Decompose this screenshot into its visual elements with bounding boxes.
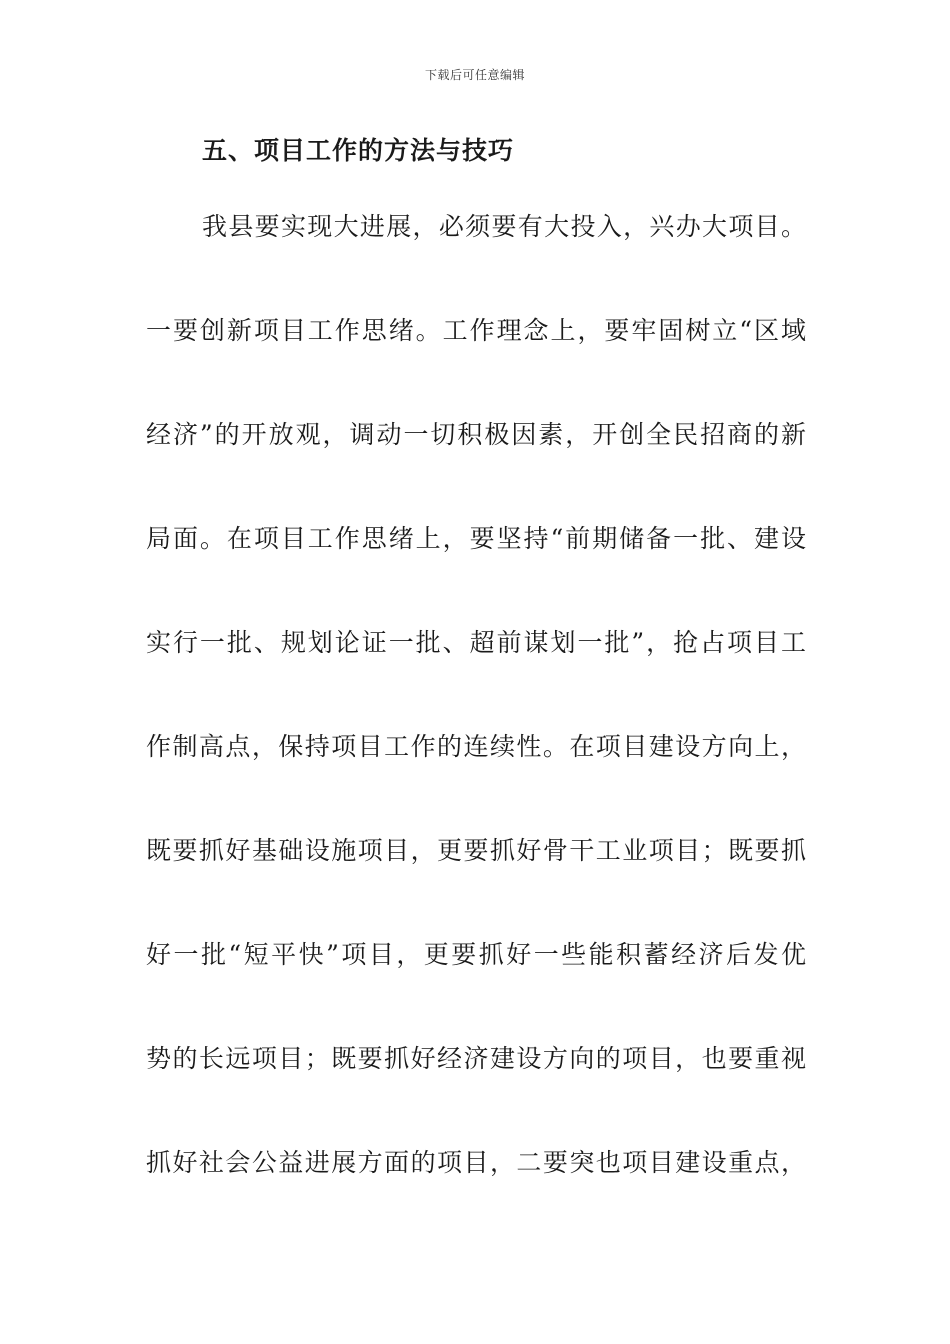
page-header: 下载后可任意编辑 [424, 68, 525, 82]
paragraph-line: 势的长远项目；既要抓好经济建设方向的项目，也要重视 [146, 1044, 806, 1073]
paragraph-line: 经济”的开放观，调动一切积极因素，开创全民招商的新 [146, 420, 806, 449]
section-heading: 五、项目工作的方法与技巧 [202, 136, 515, 165]
paragraph-line: 实行一批、规划论证一批、超前谋划一批”，抢占项目工 [146, 628, 806, 657]
paragraph-line: 好一批“短平快”项目，更要抓好一些能积蓄经济后发优 [146, 940, 806, 969]
paragraph-line: 作制高点，保持项目工作的连续性。在项目建设方向上， [146, 732, 806, 761]
paragraph-line: 局面。在项目工作思绪上，要坚持“前期储备一批、建设 [146, 524, 806, 553]
paragraph-line: 我县要实现大进展，必须要有大投入，兴办大项目。 [202, 212, 806, 241]
paragraph-line: 一要创新项目工作思绪。工作理念上，要牢固树立“区域 [146, 316, 806, 345]
paragraph-line: 抓好社会公益进展方面的项目，二要突也项目建设重点， [146, 1148, 806, 1177]
paragraph-line: 既要抓好基础设施项目，更要抓好骨干工业项目；既要抓 [146, 836, 806, 865]
